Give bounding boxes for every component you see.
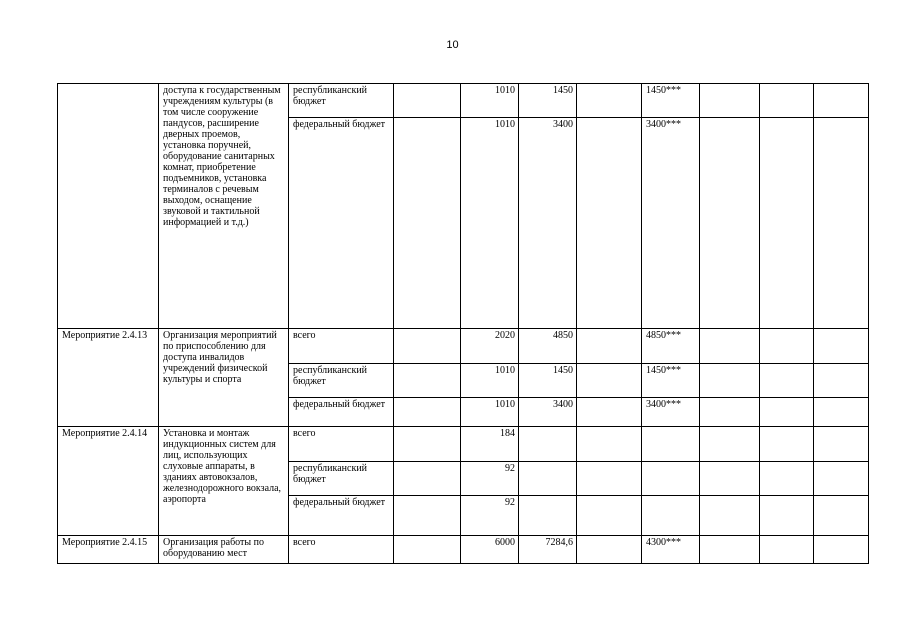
empty-cell	[814, 462, 869, 496]
empty-cell	[814, 536, 869, 564]
value-cell	[642, 427, 700, 462]
empty-cell	[814, 398, 869, 427]
value-cell: 3400***	[642, 118, 700, 329]
value-cell: 92	[461, 496, 519, 536]
description-cell: доступа к государственным учреждениям культуры (в том числе сооружение пандусов, расширение дверных проемов, установка поручней, оборудование санитарных комнат, приобретение подъемников, установка терминалов с речевым выходом, оснащение звуковой и тактильной информацией и т.д.)	[159, 84, 289, 329]
measure-cell: Мероприятие 2.4.15	[58, 536, 159, 564]
table-row	[58, 84, 869, 118]
empty-cell	[577, 496, 642, 536]
value-cell: 4850	[519, 329, 577, 364]
source-cell: федеральный бюджет	[289, 398, 394, 427]
source-cell: республиканский бюджет	[289, 84, 394, 118]
empty-cell	[760, 329, 814, 364]
value-cell	[642, 496, 700, 536]
table-row	[58, 329, 869, 364]
value-cell: 1010	[461, 364, 519, 398]
value-cell: 7284,6	[519, 536, 577, 564]
value-cell: 6000	[461, 536, 519, 564]
empty-cell	[760, 496, 814, 536]
source-cell: федеральный бюджет	[289, 118, 394, 329]
empty-cell	[814, 118, 869, 329]
empty-cell	[394, 364, 461, 398]
empty-cell	[814, 84, 869, 118]
measure-cell: Мероприятие 2.4.14	[58, 427, 159, 536]
empty-cell	[577, 364, 642, 398]
value-cell: 92	[461, 462, 519, 496]
value-cell: 1010	[461, 118, 519, 329]
value-cell: 3400***	[642, 398, 700, 427]
value-cell: 2020	[461, 329, 519, 364]
empty-cell	[577, 329, 642, 364]
empty-cell	[394, 398, 461, 427]
page-number: 10	[446, 39, 459, 51]
value-cell: 3400	[519, 118, 577, 329]
value-cell: 1010	[461, 398, 519, 427]
table-row	[58, 427, 869, 462]
empty-cell	[760, 462, 814, 496]
source-cell: республиканский бюджет	[289, 364, 394, 398]
measure-cell	[58, 84, 159, 329]
value-cell	[519, 496, 577, 536]
empty-cell	[700, 427, 760, 462]
empty-cell	[700, 536, 760, 564]
empty-cell	[577, 462, 642, 496]
value-cell	[642, 462, 700, 496]
value-cell: 4850***	[642, 329, 700, 364]
source-cell: федеральный бюджет	[289, 496, 394, 536]
empty-cell	[760, 398, 814, 427]
empty-cell	[577, 84, 642, 118]
empty-cell	[394, 427, 461, 462]
value-cell: 1450	[519, 84, 577, 118]
empty-cell	[760, 364, 814, 398]
empty-cell	[760, 536, 814, 564]
empty-cell	[700, 364, 760, 398]
empty-cell	[394, 496, 461, 536]
budget-table-body	[58, 84, 869, 564]
empty-cell	[700, 329, 760, 364]
measure-cell: Мероприятие 2.4.13	[58, 329, 159, 427]
value-cell: 3400	[519, 398, 577, 427]
budget-table	[57, 83, 869, 564]
empty-cell	[700, 118, 760, 329]
source-cell: всего	[289, 427, 394, 462]
empty-cell	[760, 427, 814, 462]
empty-cell	[394, 536, 461, 564]
value-cell: 1450***	[642, 364, 700, 398]
value-cell: 1450***	[642, 84, 700, 118]
empty-cell	[760, 118, 814, 329]
empty-cell	[577, 427, 642, 462]
source-cell: всего	[289, 329, 394, 364]
value-cell	[519, 427, 577, 462]
table-row	[58, 536, 869, 564]
empty-cell	[394, 462, 461, 496]
empty-cell	[394, 329, 461, 364]
source-cell: республиканский бюджет	[289, 462, 394, 496]
empty-cell	[814, 329, 869, 364]
value-cell	[519, 462, 577, 496]
empty-cell	[814, 364, 869, 398]
empty-cell	[700, 84, 760, 118]
empty-cell	[814, 496, 869, 536]
description-cell: Организация мероприятий по приспособлению для доступа инвалидов учреждений физической культуры и спорта	[159, 329, 289, 427]
description-cell: Установка и монтаж индукционных систем для лиц, использующих слуховые аппараты, в зданиях автовокзалов, железнодорожного вокзала, аэропорта	[159, 427, 289, 536]
empty-cell	[394, 84, 461, 118]
empty-cell	[577, 536, 642, 564]
empty-cell	[760, 84, 814, 118]
description-cell: Организация работы по оборудованию мест	[159, 536, 289, 564]
empty-cell	[700, 398, 760, 427]
empty-cell	[700, 496, 760, 536]
value-cell: 4300***	[642, 536, 700, 564]
value-cell: 1010	[461, 84, 519, 118]
empty-cell	[394, 118, 461, 329]
empty-cell	[700, 462, 760, 496]
source-cell: всего	[289, 536, 394, 564]
empty-cell	[577, 118, 642, 329]
value-cell: 184	[461, 427, 519, 462]
empty-cell	[814, 427, 869, 462]
value-cell: 1450	[519, 364, 577, 398]
empty-cell	[577, 398, 642, 427]
